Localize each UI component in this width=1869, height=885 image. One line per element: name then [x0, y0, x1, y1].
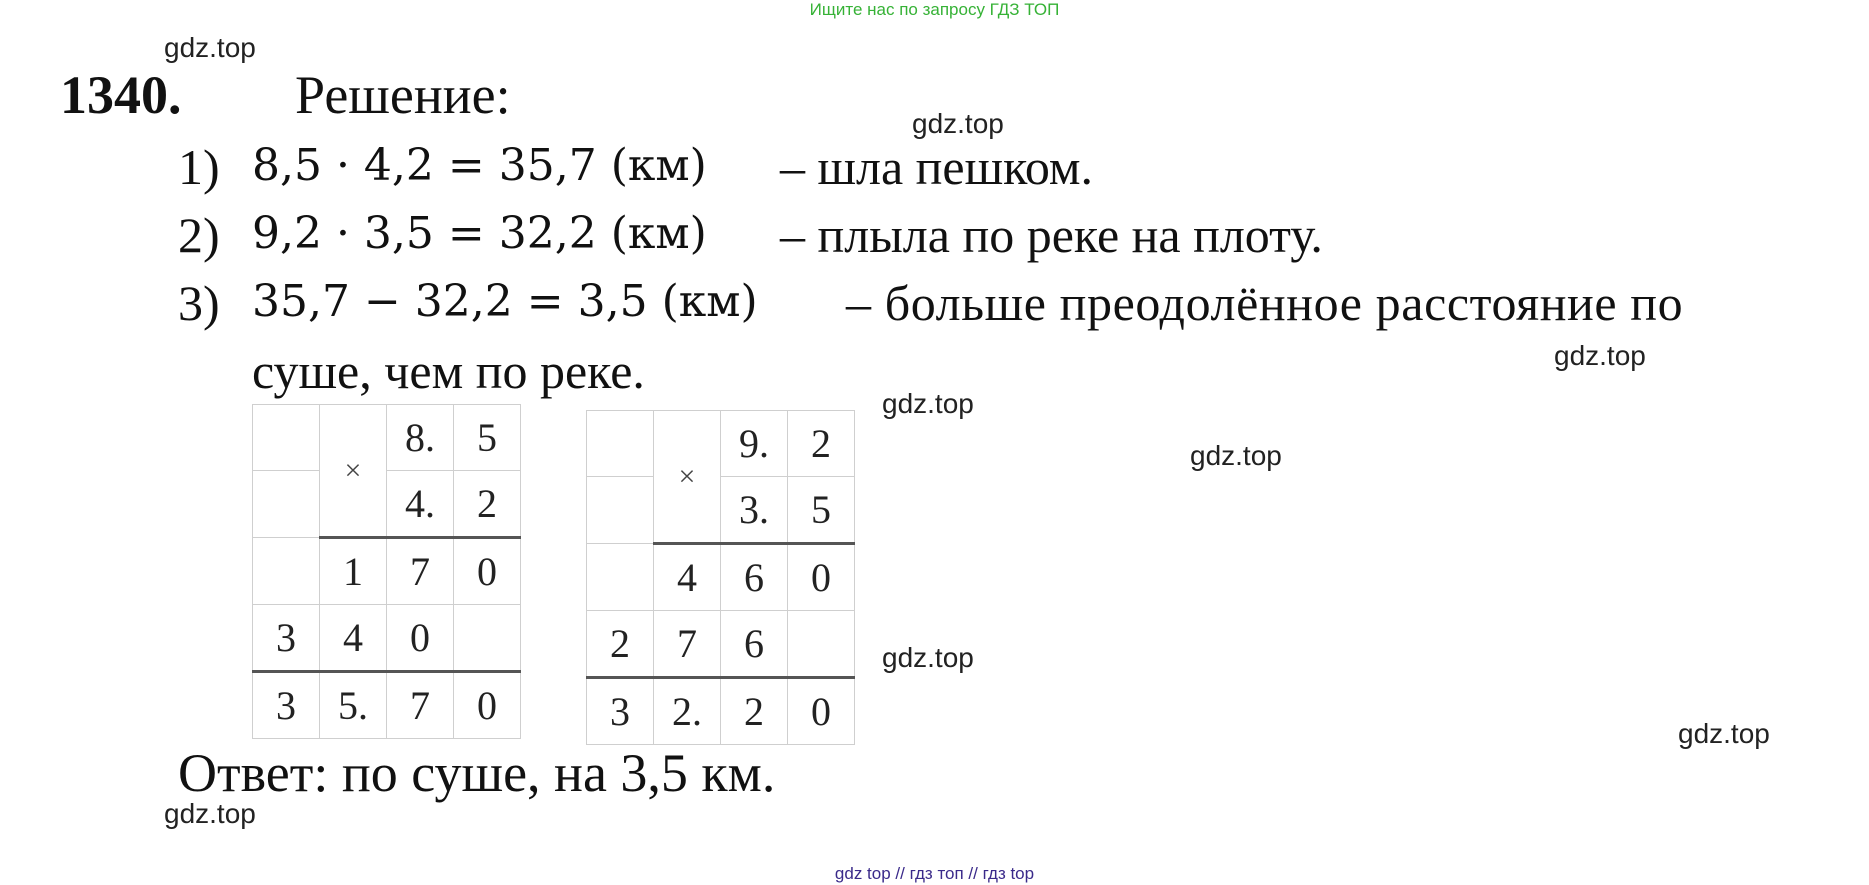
- step-expression: 9,2 · 3,5 = 32,2 (км): [252, 208, 707, 259]
- answer: Ответ: по суше, на 3,5 км.: [178, 743, 776, 803]
- grid-cell: 6: [721, 544, 788, 611]
- grid-cell: 0: [387, 605, 454, 672]
- grid-cell: [587, 544, 654, 611]
- grid-cell: 2: [587, 611, 654, 678]
- grid-cell: 3: [587, 678, 654, 745]
- watermark: gdz.top: [1190, 440, 1282, 471]
- grid-cell: 2: [788, 411, 855, 477]
- grid-cell: 2.: [654, 678, 721, 745]
- grid-cell: [587, 477, 654, 544]
- problem-number: 1340.: [60, 65, 182, 125]
- times-sign: ×: [654, 411, 721, 544]
- grid-cell: 5: [788, 477, 855, 544]
- grid-cell: 5: [454, 405, 521, 471]
- grid-cell: 3: [253, 605, 320, 672]
- grid-cell: 4.: [387, 471, 454, 538]
- solution-heading: Решение:: [295, 65, 511, 125]
- grid-cell: [454, 605, 521, 672]
- step-number: 3): [178, 275, 220, 331]
- watermark: gdz.top: [164, 32, 256, 63]
- grid-cell: 6: [721, 611, 788, 678]
- grid-cell: 3: [253, 672, 320, 739]
- watermark: gdz.top: [882, 388, 974, 419]
- watermark: gdz.top: [164, 798, 256, 829]
- grid-cell: 0: [788, 678, 855, 745]
- step-expression: 35,7 − 32,2 = 3,5 (км): [252, 276, 758, 327]
- multiplication-grid-2: [586, 410, 855, 745]
- grid-cell: 8.: [387, 405, 454, 471]
- grid-cell: 7: [387, 672, 454, 739]
- grid-cell: 0: [454, 672, 521, 739]
- grid-cell: 3.: [721, 477, 788, 544]
- grid-cell: [253, 471, 320, 538]
- watermark: gdz.top: [912, 108, 1004, 139]
- grid-cell: 4: [654, 544, 721, 611]
- multiplication-grid-1: [252, 404, 521, 739]
- step-expression: 8,5 · 4,2 = 35,7 (км): [252, 140, 707, 191]
- step-text: – шла пешком.: [780, 139, 1094, 195]
- watermark: gdz.top: [1678, 718, 1770, 749]
- watermark: gdz.top: [882, 642, 974, 673]
- grid-cell: 9.: [721, 411, 788, 477]
- grid-cell: 7: [387, 538, 454, 605]
- grid-cell: [253, 538, 320, 605]
- grid-cell: 7: [654, 611, 721, 678]
- watermark: gdz.top: [1554, 340, 1646, 371]
- grid-cell: 0: [454, 538, 521, 605]
- search-hint: Ищите нас по запросу ГДЗ ТОП: [809, 0, 1060, 19]
- footer-links[interactable]: gdz top // гдз топ // гдз top: [834, 864, 1035, 883]
- step-text-continued: суше, чем по реке.: [252, 343, 645, 399]
- step-text: – плыла по реке на плоту.: [780, 207, 1323, 263]
- step-number: 1): [178, 139, 220, 195]
- grid-cell: 2: [721, 678, 788, 745]
- grid-cell: 1: [320, 538, 387, 605]
- grid-cell: 0: [788, 544, 855, 611]
- times-sign: ×: [320, 405, 387, 538]
- grid-cell: 5.: [320, 672, 387, 739]
- grid-cell: [587, 411, 654, 477]
- step-text: – больше преодолённое расстояние по: [846, 275, 1684, 331]
- grid-cell: 2: [454, 471, 521, 538]
- grid-cell: 4: [320, 605, 387, 672]
- grid-cell: [788, 611, 855, 678]
- step-number: 2): [178, 207, 220, 263]
- grid-cell: [253, 405, 320, 471]
